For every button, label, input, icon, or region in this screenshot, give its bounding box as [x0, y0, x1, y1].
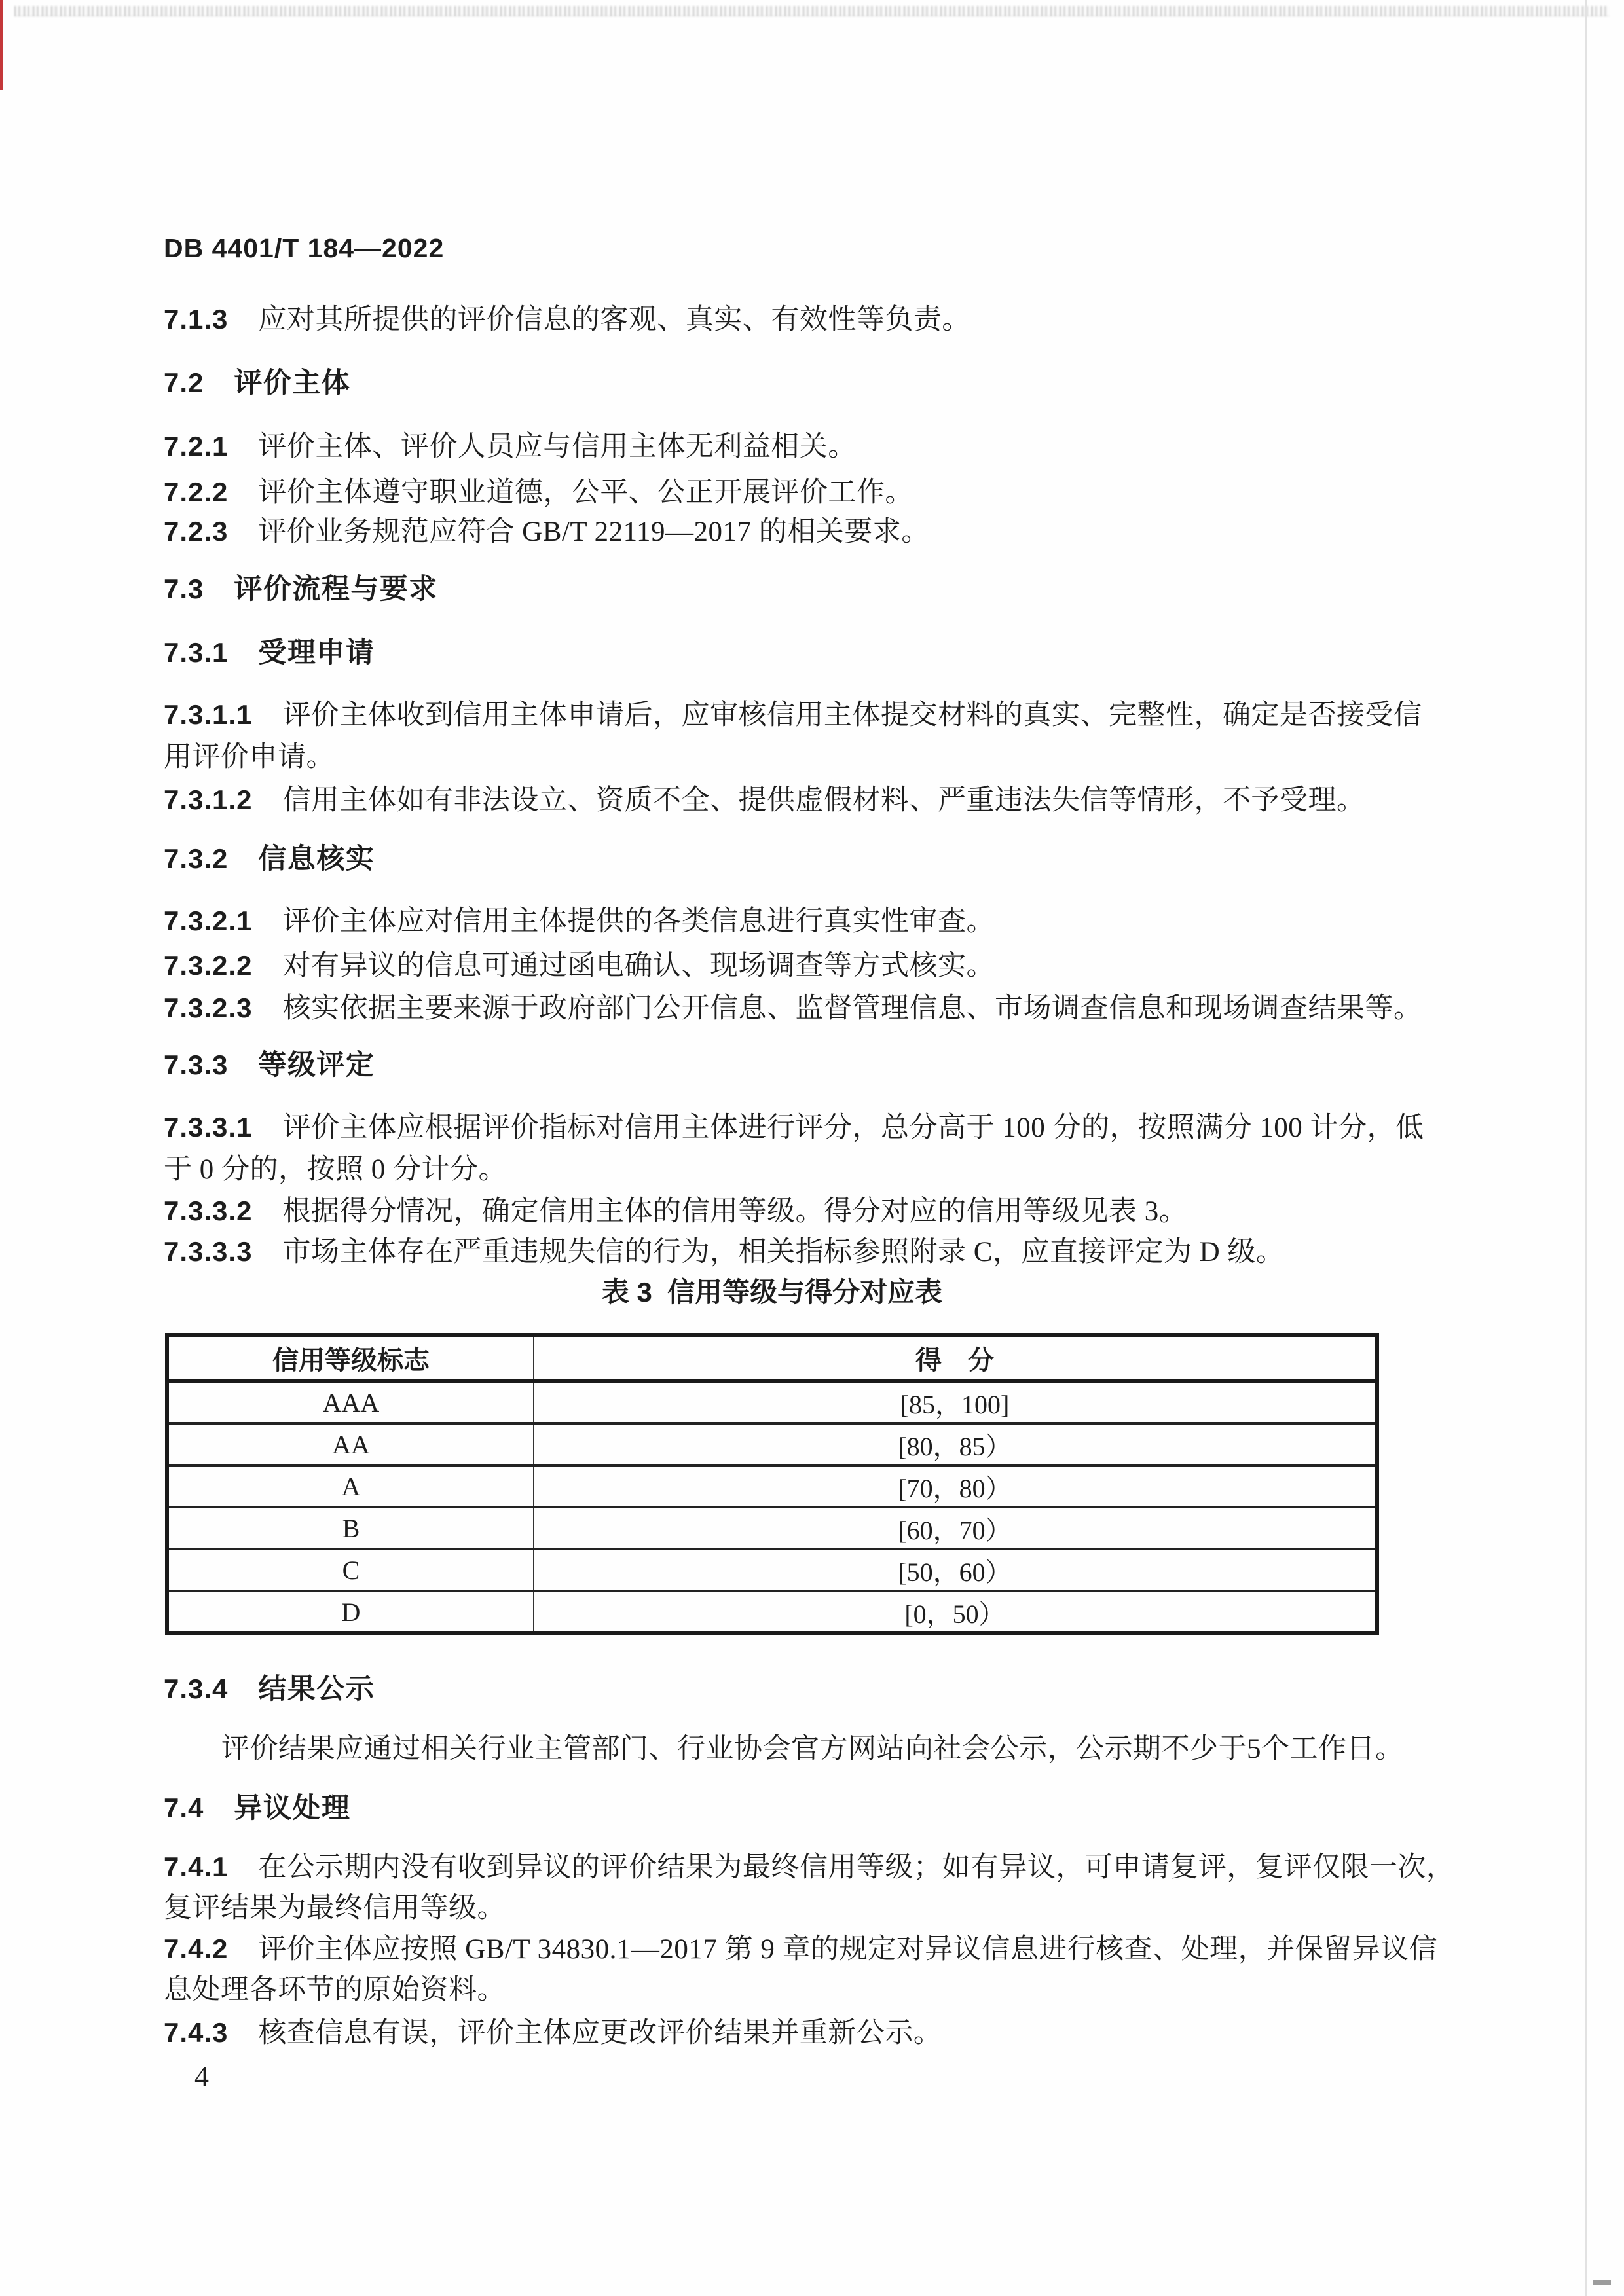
heading-text: 评价主体 [234, 367, 351, 399]
heading-text: 等级评定 [258, 1049, 375, 1081]
clause-text: 评价业务规范应符合 GB/T 22119—2017 的相关要求。 [258, 517, 930, 547]
clause-number: 7.1.3 [164, 304, 229, 335]
clause-7-2-3 [164, 515, 930, 555]
heading-7-2 [164, 367, 350, 406]
grade-cell: C [167, 1549, 534, 1591]
clause-text: 评价结果应通过相关行业主管部门、行业协会官方网站向社会公示，公示期不少于5个工作日。 [221, 1734, 1404, 1764]
heading-7-3-2 [164, 843, 375, 882]
scan-top-edge-band [14, 6, 1610, 16]
clause-number: 7.4 [164, 1793, 204, 1823]
clause-7-3-2-2 [164, 949, 995, 989]
scan-right-edge-line [1585, 0, 1587, 2296]
heading-7-3 [164, 573, 438, 612]
grade-cell: A [167, 1465, 534, 1507]
score-cell: [0，50） [534, 1591, 1377, 1633]
clause-7-3-2-3 [164, 992, 1422, 1031]
clause-text: 应对其所提供的评价信息的客观、真实、有效性等负责。 [258, 304, 970, 335]
clause-7-3-1-1-cont [164, 741, 335, 780]
clause-text: 息处理各环节的原始资料。 [164, 1975, 506, 2005]
column-header-grade: 信用等级标志 [167, 1335, 534, 1381]
clause-text: 评价主体遵守职业道德，公平、公正开展评价工作。 [258, 477, 913, 508]
clause-7-3-4-paragraph [221, 1733, 1404, 1772]
grade-cell: B [167, 1507, 534, 1549]
clause-text: 市场主体存在严重违规失信的行为，相关指标参照附录 C，应直接评定为 D 级。 [282, 1237, 1285, 1267]
clause-number: 7.2.1 [164, 431, 229, 462]
clause-number: 7.2 [164, 367, 204, 398]
clause-text: 于 0 分的，按照 0 分计分。 [164, 1154, 507, 1185]
clause-number: 7.3.3.2 [164, 1195, 253, 1226]
clause-7-2-2 [164, 476, 913, 515]
clause-number: 7.2.3 [164, 516, 229, 547]
heading-7-3-3 [164, 1049, 375, 1088]
heading-7-4 [164, 1792, 350, 1831]
clause-number: 7.4.3 [164, 2017, 229, 2048]
heading-text: 评价流程与要求 [234, 574, 438, 605]
clause-text: 评价主体收到信用主体申请后，应审核信用主体提交材料的真实、完整性，确定是否接受信 [282, 700, 1422, 731]
score-cell: [60，70） [534, 1507, 1377, 1549]
clause-number: 7.3.1.2 [164, 784, 253, 815]
standard-code-header: DB 4401/T 184—2022 [164, 233, 445, 263]
clause-text: 在公示期内没有收到异议的评价结果为最终信用等级；如有异议，可申请复评，复评仅限一次， [258, 1852, 1455, 1883]
clause-7-2-1 [164, 430, 857, 469]
score-cell: [70，80） [534, 1465, 1377, 1507]
clause-text: 核实依据主要来源于政府部门公开信息、监督管理信息、市场调查信息和现场调查结果等。 [282, 993, 1422, 1024]
clause-text: 用评价申请。 [164, 742, 335, 773]
clause-7-4-1-cont [164, 1892, 506, 1931]
clause-7-3-3-3 [164, 1235, 1284, 1275]
clause-7-3-2-1 [164, 905, 995, 944]
heading-7-3-1 [164, 636, 375, 676]
clause-number: 7.3.2.3 [164, 993, 253, 1023]
heading-text: 信息核实 [258, 843, 375, 875]
credit-grade-score-table [165, 1333, 1379, 1635]
table-row [167, 1423, 1377, 1465]
clause-text: 信用主体如有非法设立、资质不全、提供虚假材料、严重违法失信等情形，不予受理。 [282, 785, 1365, 816]
clause-7-4-1 [164, 1851, 1454, 1890]
column-header-score: 得 分 [534, 1335, 1377, 1381]
table-row [167, 1591, 1377, 1633]
grade-cell: D [167, 1591, 534, 1633]
page-number: 4 [194, 2060, 209, 2092]
table-header-row [167, 1335, 1377, 1381]
clause-number: 7.3 [164, 574, 204, 604]
clause-text: 评价主体应对信用主体提供的各类信息进行真实性审查。 [282, 906, 995, 937]
clause-text: 根据得分情况，确定信用主体的信用等级。得分对应的信用等级见表 3。 [282, 1196, 1188, 1227]
score-cell: [85，100] [900, 1389, 1010, 1419]
clause-number: 7.3.3 [164, 1049, 229, 1080]
score-cell: [80，85） [534, 1423, 1377, 1465]
clause-number: 7.3.2 [164, 843, 229, 874]
table-3-caption: 表 3 信用等级与得分对应表 [601, 1277, 943, 1307]
clause-7-4-3 [164, 2016, 942, 2056]
clause-text: 评价主体应按照 GB/T 34830.1—2017 第 9 章的规定对异议信息进行核查、处理，并保留异议信 [258, 1934, 1438, 1965]
heading-text: 受理申请 [258, 637, 375, 668]
clause-7-3-1-2 [164, 784, 1365, 823]
table-row [167, 1549, 1377, 1591]
clause-text: 核查信息有误，评价主体应更改评价结果并重新公示。 [258, 2018, 942, 2049]
grade-cell: AAA [167, 1381, 534, 1423]
clause-7-4-2-cont [164, 1974, 506, 2013]
score-cell: [50，60） [534, 1549, 1377, 1591]
clause-text: 评价主体应根据评价指标对信用主体进行评分，总分高于 100 分的，按照满分 100 计分，低 [282, 1112, 1424, 1143]
clause-7-3-3-1-cont [164, 1154, 507, 1192]
clause-text: 评价主体、评价人员应与信用主体无利益相关。 [258, 431, 857, 462]
table-row [167, 1507, 1377, 1549]
scan-red-edge-mark [0, 0, 3, 90]
grade-cell: AA [167, 1423, 534, 1465]
heading-text: 结果公示 [258, 1673, 375, 1705]
clause-number: 7.3.4 [164, 1673, 229, 1704]
table-row [167, 1381, 1377, 1423]
clause-number: 7.4.1 [164, 1851, 229, 1882]
clause-7-3-3-2 [164, 1195, 1187, 1234]
clause-number: 7.4.2 [164, 1933, 229, 1964]
clause-7-3-1-1 [164, 699, 1422, 738]
clause-number: 7.3.2.2 [164, 950, 253, 981]
clause-number: 7.3.1 [164, 637, 229, 668]
clause-7-4-2 [164, 1933, 1437, 1972]
clause-number: 7.3.3.3 [164, 1236, 253, 1267]
clause-number: 7.3.3.1 [164, 1112, 253, 1142]
heading-7-3-4 [164, 1673, 375, 1712]
scan-bottom-right-dash [1593, 2280, 1611, 2285]
clause-7-1-3 [164, 303, 970, 342]
clause-7-3-3-1 [164, 1111, 1424, 1150]
clause-number: 7.2.2 [164, 477, 229, 507]
table-row [167, 1465, 1377, 1507]
clause-number: 7.3.1.1 [164, 699, 253, 730]
clause-text: 复评结果为最终信用等级。 [164, 1893, 506, 1923]
heading-text: 异议处理 [234, 1793, 351, 1824]
clause-text: 对有异议的信息可通过函电确认、现场调查等方式核实。 [282, 951, 995, 981]
clause-number: 7.3.2.1 [164, 905, 253, 936]
